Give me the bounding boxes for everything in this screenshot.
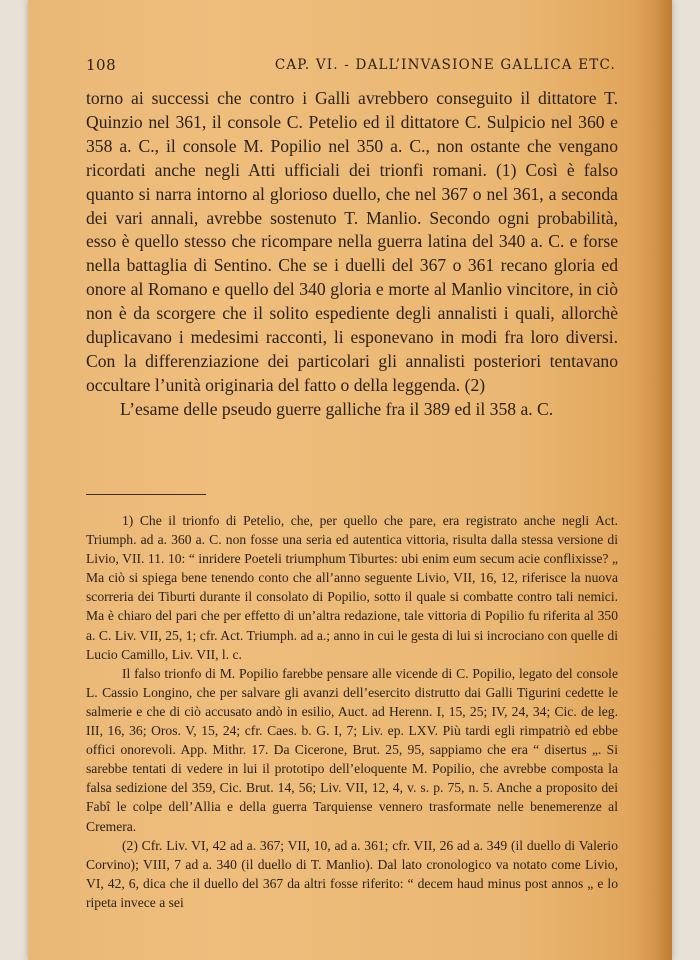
footnote: Il falso trionfo di M. Popilio farebbe pensare alle vicende di C. Popilio, legato del console L. Cassio Longino, che per salvare gli avanzi dell’esercito distrutto dai Galli Tigurini cedette le salmerie e che di ciò accusato andò in esilio, Auct. ad Herenn. I, 15, 25; IV, 24, 34; Cic. de leg. III, 16, 36; Oros. V, 15, 24; cfr. Caes. b. G. I, 7; Liv. ep. LXV. Più tardi egli rimpatriò ed ebbe offici onorevoli. App. Mithr. 17. Da Cicerone, Brut. 25, 95, sappiamo che era “ disertus „. Si sarebbe tentati di vedere in lui il prototipo dell’eloquente M. Popilio, che avrebbe composta la falsa sedizione del 359, Cic. Brut. 14, 56; Liv. VII, 12, 4, v. s. p. 75, n. 5. Anche a proposito dei Fabî le colpe dell’Allia e della guerra Tarquiense vennero trasformate nelle benemerenze al Cremera. [86,665,618,834]
body-paragraph: torno ai successi che contro i Galli avrebbero conseguito il dittatore T. Quinzio nel 361, il console C. Petelio ed il dittatore C. Sulpicio nel 360 e 358 a. C., il console M. Popilio nel 350 a. C., non ostante che vengano ricordati anche negli Atti ufficiali dei trionfi romani. (1) Così è falso quanto si narra intorno al glorioso duello, che nel 367 o nel 361, a seconda dei vari annali, avrebbe sostenuto T. Manlio. Secondo ogni probabilità, esso è quello stesso che ricompare nella guerra latina del 340 a. C. e forse nella battaglia di Sentino. Che se i duelli del 367 o 361 recano gloria ed onore al Romano e quello del 340 gloria e morte al Manlio vincitore, in ciò non è da scorgere che il solito espediente degli annalisti i quali, allorchè duplicavano i medesimi racconti, li esponevano in modi fra loro diversi. Con la differenziazione dei particolari gli annalisti posteriori tentavano occultare l’unità originaria del fatto o della leggenda. (2) [86,88,618,395]
page-number: 108 [86,56,117,74]
footnotes [86,511,618,912]
footnote: 1) Che il trionfo di Petelio, che, per quello che pare, era registrato anche negli Act. Triumph. ad a. 360 a. C. non fosse una seria ed autentica vittoria, risulta dalla stessa versione di Livio, VII. 11. 10: “ inridere Poeteli triumphum Tiburtes: ubi enim eum secum acie conflixisse? „ Ma ciò si spiega bene tenendo conto che all’anno seguente Livio, VII, 16, 12, riferisce la nuova scorreria dei Tiburti durante il consolato di Popilio, sotto il quale si combatte contro tali nemici. Ma è chiaro del pari che per effetto di un’altra redazione, tale vittoria di Popilio fu riferita al 350 a. C. Liv. VII, 25, 1; cfr. Act. Triumph. ad a.; anno in cui le gesta di lui si incrociano con quelle di Lucio Camillo, Liv. VII, l. c. [86,513,618,662]
main-text [86,87,618,422]
body-paragraph: L’esame delle pseudo guerre galliche fra il 389 ed il 358 a. C. [120,398,554,419]
running-title: CAP. VI. - DALL’INVASIONE GALLICA ETC. [274,57,616,73]
page-edge-shadow [656,0,672,960]
footnote: (2) Cfr. Liv. VI, 42 ad a. 367; VII, 10, ad a. 361; cfr. VII, 26 ad a. 349 (il duello di Valerio Corvino); VIII, 7 ad a. 340 (il duello di T. Manlio). Dal lato cronologico va notato come Livio, VI, 42, 6, dica che il duello del 367 da altri fosse riferito: “ decem haud minus post annos „ e lo ripeta invece a sei [86,837,618,910]
footnote-separator [86,494,206,495]
